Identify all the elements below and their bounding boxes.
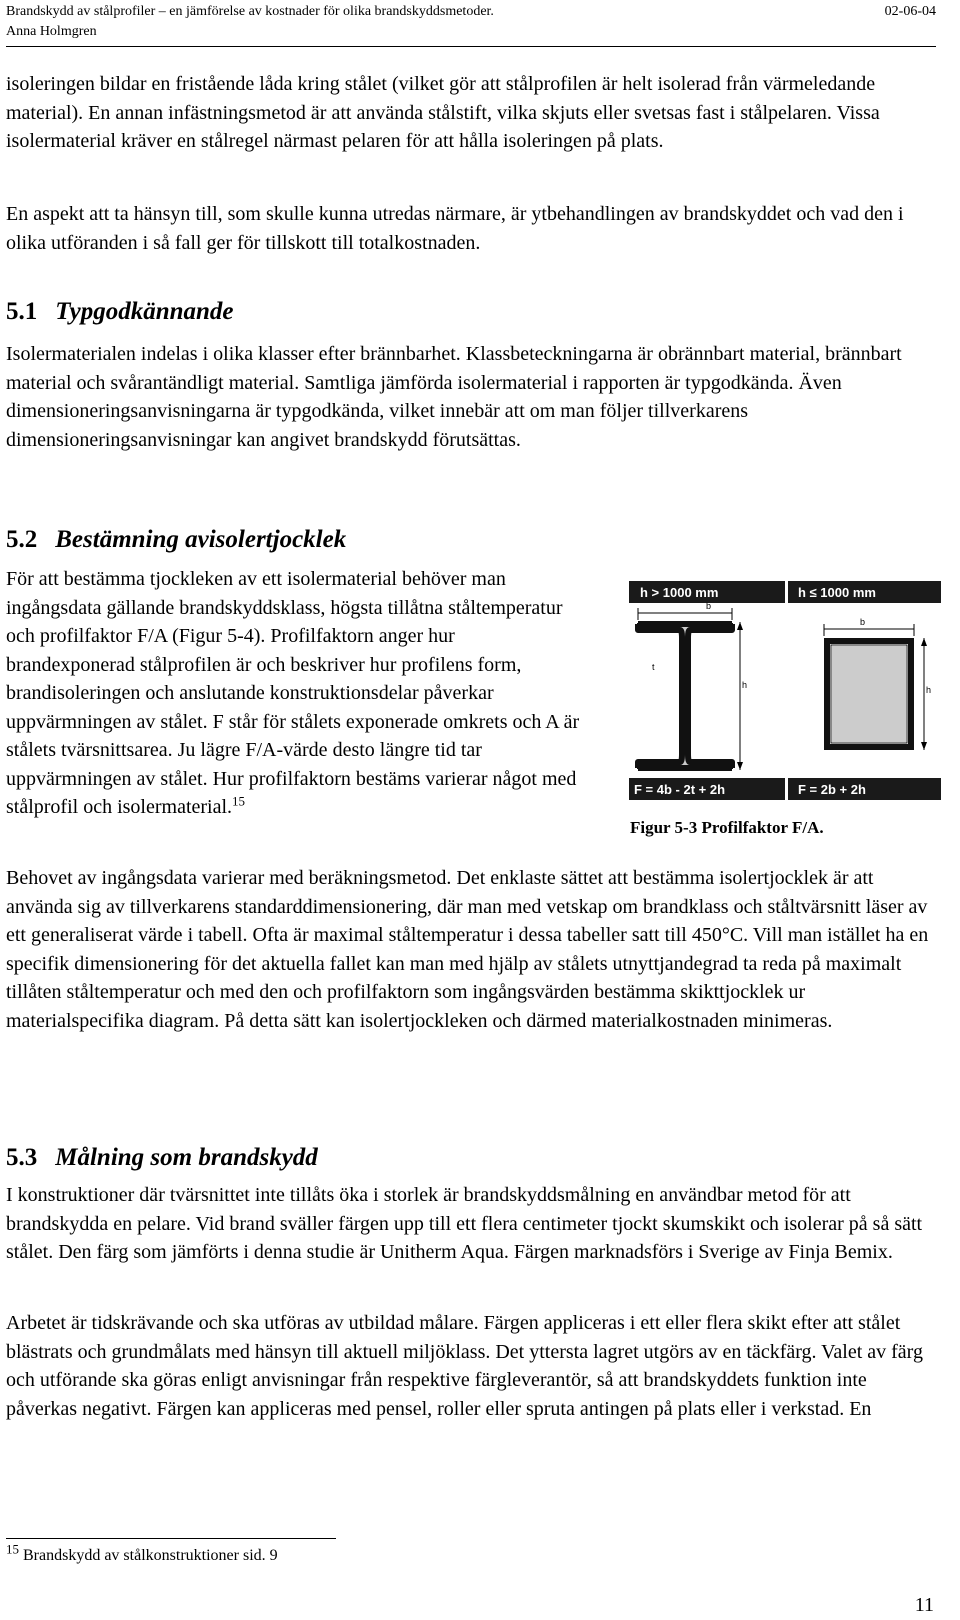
left-label-b: b	[706, 601, 712, 611]
paragraph-malning: I konstruktioner där tvärsnittet inte tillåts öka i storlek är brandskyddsmålning en användbar metod för att brandskydda en pelare. Vid brand sväller färgen upp till ett flera centimeter tjockt skumskikt och isolerar på så sätt stålet. Den färg som jämförts i denna studie är Unitherm Aqua. Färgen marknadsförs i Sverige av Finja Bemix.	[6, 1184, 923, 1263]
heading-5-2-title: Bestämning avisolertjocklek	[55, 526, 347, 553]
page-header	[6, 2, 936, 42]
header-title: Brandskydd av stålprofiler – en jämförelse av kostnader för olika brandskyddsmetoder.	[6, 4, 494, 19]
footnote-text: Brandskydd av stålkonstruktioner sid. 9	[23, 1547, 278, 1564]
paragraph-intro: isoleringen bildar en fristående låda kring stålet (vilket gör att stålprofilen är helt isolerad från värmeledande material). En annan infästningsmetod är att använda stålstift, vilka skjuts eller svetsas fast i stålpelaren. Vissa isolermaterial kräver en stålregel närmast pelaren för att hålla isoleringen på plats.	[6, 73, 880, 152]
paragraph-indata: Behovet av ingångsdata varierar med beräkningsmetod. Det enklaste sättet att bestämma isolertjocklek är att använda sig av tillverkarens standarddimensionering, där man med vetskap om brandklass och ståltvärsnitt läser av ett generaliserat värde i tabell. Ofta är maximal ståltemperatur i dessa tabeller satt till 450°C. Vill man istället ha en specifik dimensionering för det aktuella fallet kan man med hjälp av stålets utnyttjandegrad ta reda på maximalt tillåten ståltemperatur och med den och profilfaktorn som ingångsvärden bestämma skikttjocklek ur materialspecifika diagram. På detta sätt kan isolertjockleken och därmed materialkostnaden minimeras.	[6, 867, 929, 1032]
heading-5-2	[6, 526, 346, 554]
footnote	[6, 1541, 278, 1566]
right-label-b: b	[860, 617, 866, 627]
heading-5-2-number: 5.2	[6, 526, 38, 553]
paragraph-typgodkannande: Isolermaterialen indelas i olika klasser efter brännbarhet. Klassbeteckningarna är obrännbart material, brännbart material och svårantändligt material. Samtliga jämförda isolermaterial i rapporten är typgodkända. Även dimensioneringsanvisningarna är typgodkända, vilket innebär att om man följer tillverkarens dimensioneringsanvisningar kan angivet brandskydd förutsättas.	[6, 343, 902, 451]
left-label-h: h	[742, 680, 748, 690]
right-formula: F = 2b + 2h	[798, 782, 866, 797]
heading-5-1-number: 5.1	[6, 298, 38, 325]
heading-5-3-number: 5.3	[6, 1144, 38, 1171]
box-section-icon	[824, 638, 914, 750]
footnote-number: 15	[6, 1541, 19, 1557]
header-author: Anna Holmgren	[6, 24, 97, 39]
paragraph-arbetet: Arbetet är tidskrävande och ska utföras av utbildad målare. Färgen appliceras i ett eller flera skikt efter att stålet blästrats och grundmålats med hänsyn till aktuell miljöklass. Det yttersta lagret utgörs av en täckfärg. Valet av färg och utförande ska göras enligt anvisningar från respektive färgleverantör, så att brandskyddets funktion inte påverkas negativt. Färgen kan appliceras med pensel, roller eller spruta antingen på plats eller i verkstad. En	[6, 1312, 923, 1420]
footnote-rule	[6, 1538, 336, 1539]
label-t: t	[652, 662, 655, 672]
profile-factor-figure	[628, 580, 960, 802]
right-heading: h ≤ 1000 mm	[798, 585, 876, 600]
paragraph-bestamning-text: För att bestämma tjockleken av ett isolermaterial behöver man ingångsdata gällande brandskyddsklass, högsta tillåtna ståltemperatur och profilfaktor F/A (Figur 5-4). Profilfaktorn anger hur brandexponerad stålprofilen är och beskriver hur profilens form, brandisoleringen och anslutande konstruktionsdelar påverkar uppvärmningen av stålet. F står för stålets exponerade omkrets och A är stålets tvärsnittsarea. Ju lägre F/A-värde desto längre tid tar uppvärmningen av stålet. Hur profilfaktorn bestäms varierar något med stålprofil och isolermaterial.	[6, 568, 580, 818]
left-formula: F = 4b - 2t + 2h	[634, 782, 726, 797]
paragraph-bestamning	[6, 565, 586, 822]
right-label-h: h	[926, 685, 932, 695]
header-date: 02-06-04	[884, 4, 936, 19]
footnote-ref: 15	[232, 793, 246, 809]
left-heading: h > 1000 mm	[640, 585, 719, 600]
heading-5-1-title: Typgodkännande	[55, 298, 234, 325]
heading-5-3-title: Målning som brandskydd	[55, 1144, 318, 1171]
heading-5-3	[6, 1144, 318, 1172]
header-rule	[6, 46, 936, 47]
page-number: 11	[914, 1594, 934, 1616]
figure-caption: Figur 5-3 Profilfaktor F/A.	[630, 818, 824, 837]
paragraph-aspect: En aspekt att ta hänsyn till, som skulle kunna utredas närmare, är ytbehandlingen av brandskyddet och vad den i olika utföranden i så fall ger för tillskott till totalkostnaden.	[6, 203, 904, 254]
heading-5-1	[6, 298, 234, 326]
